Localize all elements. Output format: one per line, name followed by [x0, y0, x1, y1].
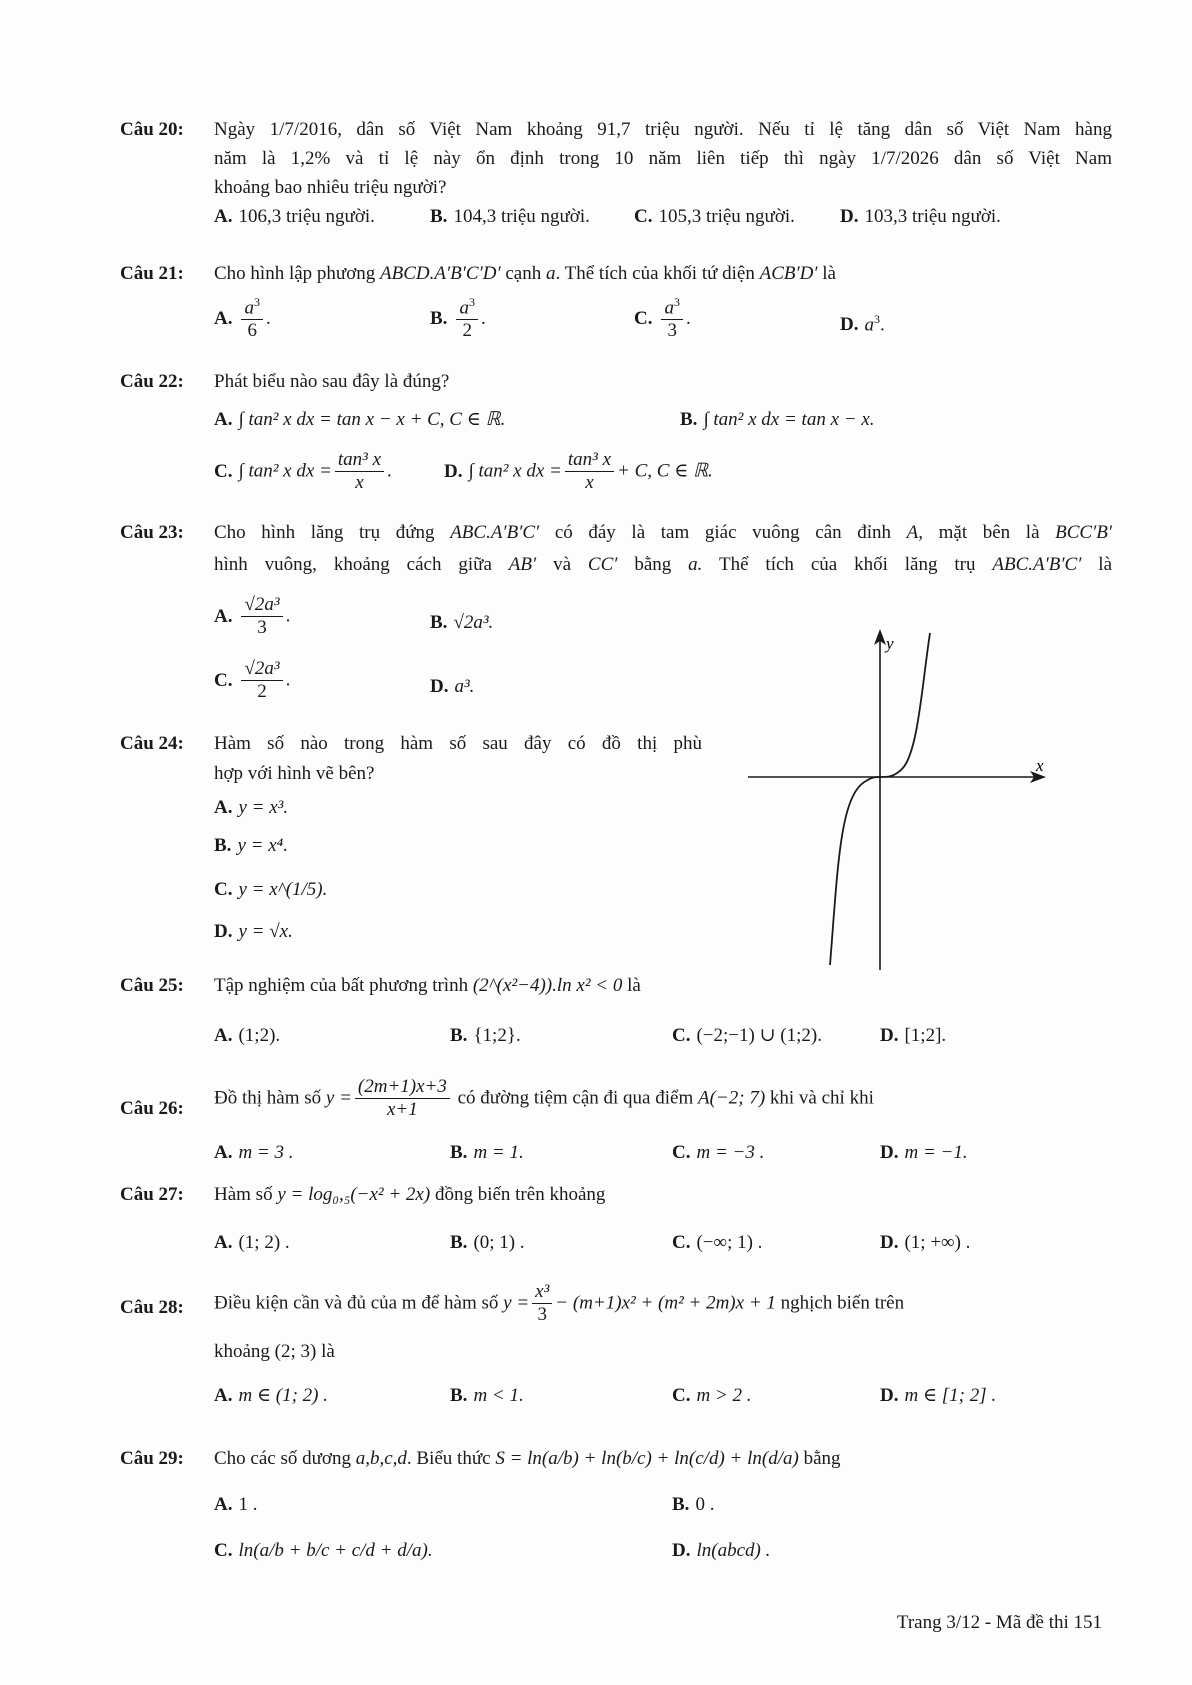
option-a[interactable]: A. y = x³.	[214, 797, 289, 818]
page-footer: Trang 3/12 - Mã đề thi 151	[896, 1612, 1102, 1633]
option-b[interactable]: B. (0; 1) .	[450, 1232, 525, 1253]
question-text: Cho các số dương a,b,c,d. Biểu thức S = ln(a/b) + ln(b/c) + ln(c/d) + ln(d/a) bằng	[214, 1448, 841, 1469]
option-c[interactable]: C. (−2;−1) ∪ (1;2).	[672, 1025, 822, 1046]
option-c[interactable]: C. (−∞; 1) .	[672, 1232, 763, 1253]
option-c[interactable]: C. $\frac{a^3}{3}$ .	[634, 295, 691, 342]
option-d[interactable]: D. m ∈ [1; 2] .	[880, 1385, 997, 1406]
option-b[interactable]: B. $\frac{a^3}{2}$ .	[430, 295, 486, 342]
option-a[interactable]: A. (1;2).	[214, 1025, 281, 1046]
option-d[interactable]: D. y = √x.	[214, 921, 293, 942]
option-d[interactable]: D. 103,3 triệu người.	[840, 206, 1001, 227]
question-text: Điều kiện cần và đủ của m để hàm số y = $\frac{\text{x³}}{3}$ − (m+1)x² + (m² + 2m)x + 1 nghịch biến trên	[214, 1281, 905, 1325]
option-b[interactable]: B. ∫ tan² x dx = tan x − x.	[680, 409, 875, 430]
option-b[interactable]: B. m = 1.	[450, 1142, 524, 1163]
option-c[interactable]: C. m > 2 .	[672, 1385, 752, 1406]
option-d[interactable]: D. $a^3$.	[840, 312, 885, 336]
option-d[interactable]: D. ∫ tan² x dx = $\frac{\text{tan³ x}}{x}$ + C, C ∈ ℝ.	[444, 449, 713, 493]
x-axis-label: x	[1036, 756, 1044, 775]
question-label: Câu 22:	[120, 371, 184, 392]
option-b[interactable]: B. y = x⁴.	[214, 835, 288, 856]
question-label: Câu 28:	[120, 1297, 184, 1318]
question-label: Câu 24:	[120, 733, 184, 754]
option-a[interactable]: A. $\frac{a^3}{6}$ .	[214, 295, 271, 342]
option-c[interactable]: C. ln(a/b + b/c + c/d + d/a).	[214, 1540, 433, 1561]
function-graph	[740, 625, 1070, 970]
question-text: hợp với hình vẽ bên?	[214, 763, 375, 784]
question-text: Hàm số nào trong hàm số sau đây có đồ thị phù	[214, 733, 702, 754]
question-text: năm là 1,2% và tỉ lệ này ổn định trong 10 năm liên tiếp thì ngày 1/7/2026 dân số Việt Nam	[214, 148, 1112, 169]
question-text: Cho hình lập phương ABCD.A′B′C′D′ cạnh a. Thể tích của khối tứ diện ACB′D′ là	[214, 263, 836, 284]
question-label: Câu 20:	[120, 119, 184, 140]
question-text: Tập nghiệm của bất phương trình (2^(x²−4)).ln x² < 0 là	[214, 975, 641, 996]
option-d[interactable]: D. (1; +∞) .	[880, 1232, 971, 1253]
question-text: hình vuông, khoảng cách giữa AB′ và CC′ bằng a. Thể tích của khối lăng trụ ABC.A′B′C′ là	[214, 554, 1113, 575]
option-b[interactable]: B. 0 .	[672, 1494, 715, 1515]
question-text: Ngày 1/7/2016, dân số Việt Nam khoảng 91,7 triệu người. Nếu tỉ lệ tăng dân số Việt Nam hàng	[214, 119, 1112, 140]
question-text: Cho hình lăng trụ đứng ABC.A′B′C′ có đáy là tam giác vuông cân đỉnh A, mặt bên là BCC′B′	[214, 522, 1113, 543]
question-label: Câu 21:	[120, 263, 184, 284]
option-d[interactable]: D. [1;2].	[880, 1025, 947, 1046]
option-a[interactable]: A. m ∈ (1; 2) .	[214, 1385, 329, 1406]
question-text: Phát biểu nào sau đây là đúng?	[214, 371, 450, 392]
option-b[interactable]: B. m < 1.	[450, 1385, 524, 1406]
question-label: Câu 27:	[120, 1184, 184, 1205]
question-label: Câu 26:	[120, 1098, 184, 1119]
question-text: khoảng bao nhiêu triệu người?	[214, 177, 447, 198]
question-text: Hàm số y = log₀,₅(−x² + 2x) đồng biến trên khoảng	[214, 1184, 606, 1205]
question-text: Đồ thị hàm số y = $\frac{(2m+1)x+3}{x+1}$ có đường tiệm cận đi qua điểm A(−2; 7) khi và chỉ khi	[214, 1076, 874, 1120]
option-a[interactable]: A. ∫ tan² x dx = tan x − x + C, C ∈ ℝ.	[214, 409, 506, 430]
option-a[interactable]: A. (1; 2) .	[214, 1232, 290, 1253]
option-c[interactable]: C. y = x^(1/5).	[214, 879, 328, 900]
y-axis-label: y	[886, 634, 894, 653]
question-label: Câu 23:	[120, 522, 184, 543]
question-label: Câu 25:	[120, 975, 184, 996]
option-b[interactable]: B. √2a³.	[430, 612, 494, 633]
option-c[interactable]: C. $\frac{\text{√2a³}}{2}$ .	[214, 658, 291, 702]
option-a[interactable]: A. $\frac{\text{√2a³}}{3}$ .	[214, 594, 291, 638]
option-a[interactable]: A. 106,3 triệu người.	[214, 206, 375, 227]
option-b[interactable]: B. 104,3 triệu người.	[430, 206, 590, 227]
option-c[interactable]: C. 105,3 triệu người.	[634, 206, 795, 227]
option-c[interactable]: C. ∫ tan² x dx = $\frac{\text{tan³ x}}{x}$ .	[214, 449, 392, 493]
option-a[interactable]: A. 1 .	[214, 1494, 258, 1515]
option-b[interactable]: B. {1;2}.	[450, 1025, 521, 1046]
option-d[interactable]: D. m = −1.	[880, 1142, 968, 1163]
question-text: khoảng (2; 3) là	[214, 1341, 335, 1362]
option-d[interactable]: D. a³.	[430, 676, 475, 697]
option-c[interactable]: C. m = −3 .	[672, 1142, 765, 1163]
option-d[interactable]: D. ln(abcd) .	[672, 1540, 771, 1561]
option-a[interactable]: A. m = 3 .	[214, 1142, 294, 1163]
question-label: Câu 29:	[120, 1448, 184, 1469]
